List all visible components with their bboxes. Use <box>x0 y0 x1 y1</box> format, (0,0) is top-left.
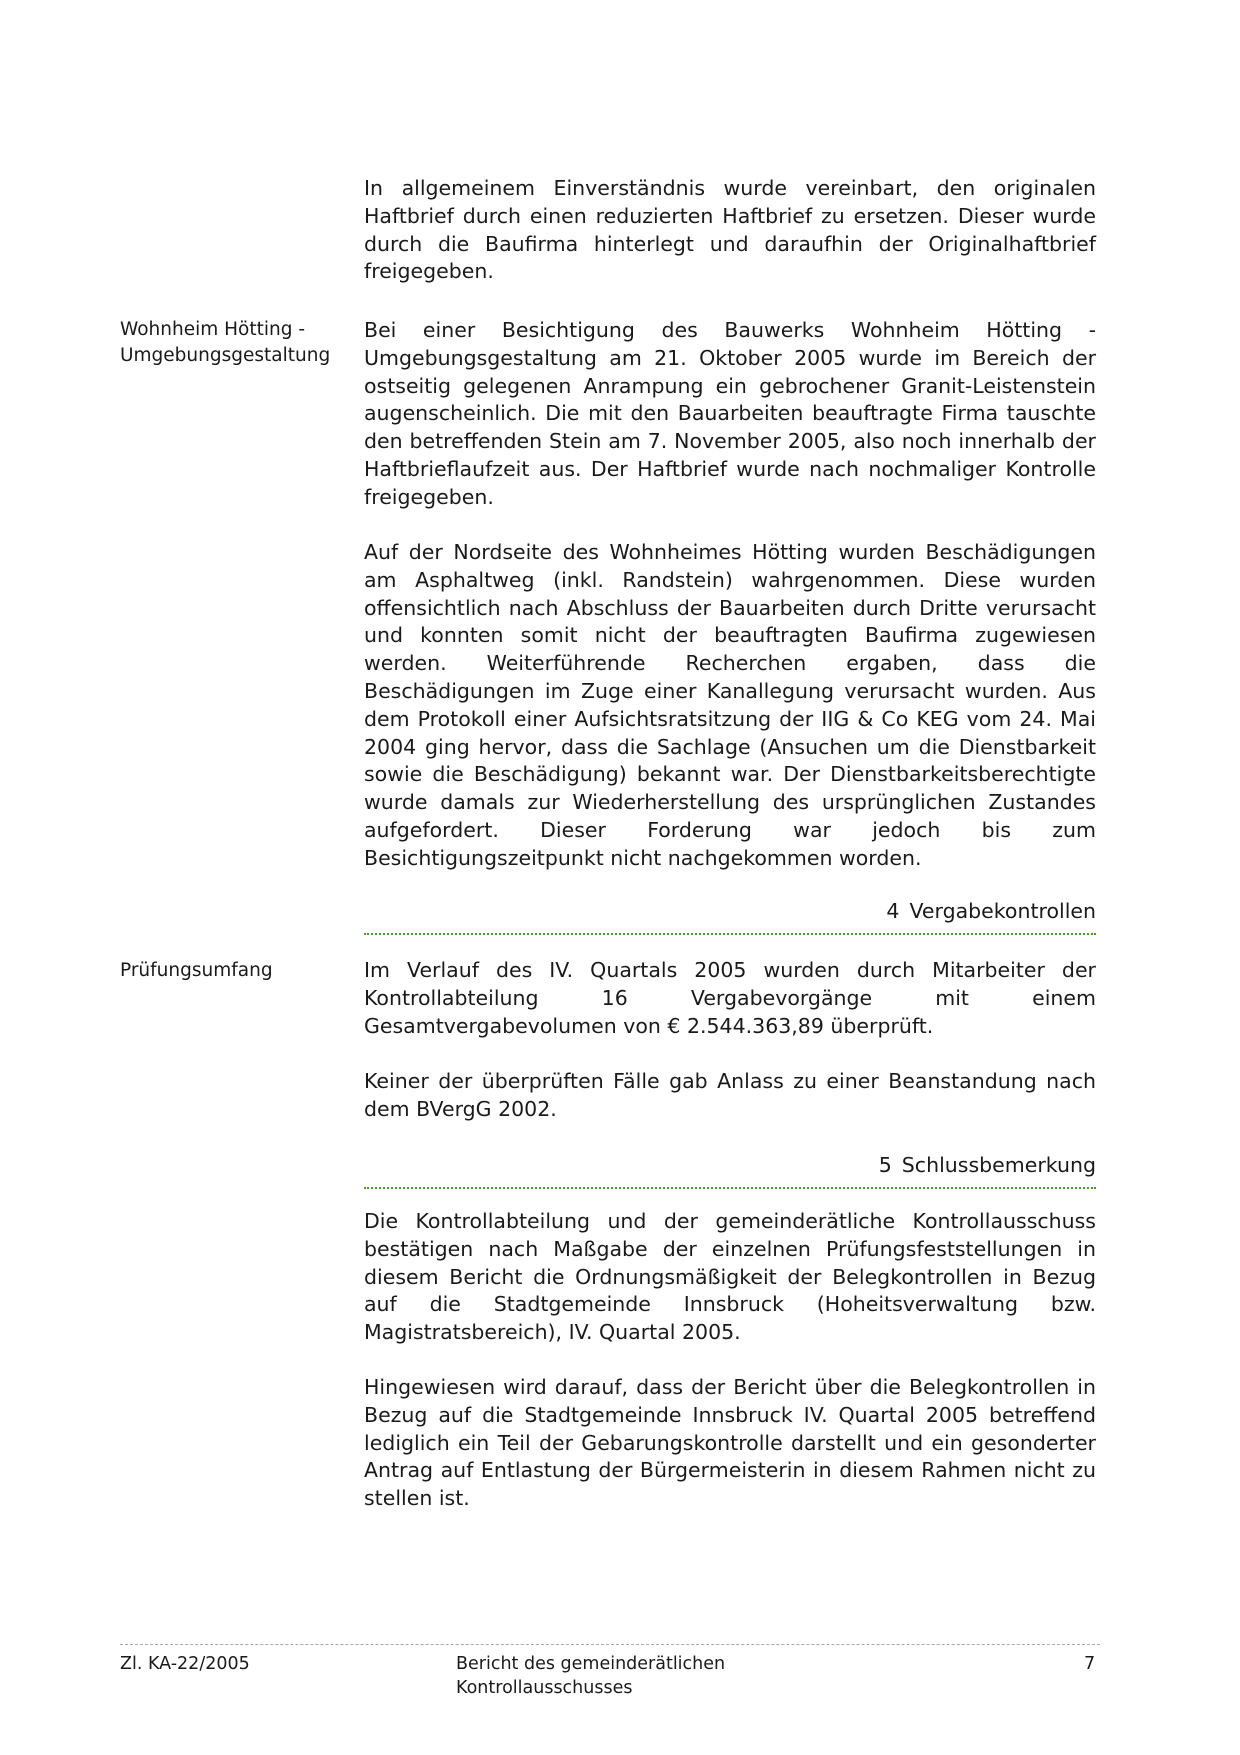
paragraph-text: Die Kontrollabteilung und der gemeinderätliche Kontrollausschuss bestätigen nach Maßgabe der einzelnen Prüfungsfeststellungen in diesem Bericht die Ordnungsmäßigkeit der Belegkontrollen in Bezug auf die Stadtgemeinde Innsbruck (Hoheitsverwaltung bzw. Magistratsbereich), IV. Quartal 2005. <box>364 1209 1096 1345</box>
paragraph-bestaetigung <box>364 1208 1096 1347</box>
footer-divider <box>120 1644 1100 1645</box>
paragraph-hinweis <box>364 1374 1096 1513</box>
paragraph-verlauf <box>364 957 1096 1040</box>
paragraph-text: In allgemeinem Einverständnis wurde vereinbart, den originalen Haftbrief durch einen reduzierten Haftbrief zu ersetzen. Dieser wurde durch die Baufirma hinterlegt und daraufhin der Originalhaftbrief freigegeben. <box>364 176 1096 284</box>
paragraph-text: Hingewiesen wird darauf, dass der Bericht über die Belegkontrollen in Bezug auf die Stadtgemeinde Innsbruck IV. Quartal 2005 betreffend lediglich ein Teil der Gebarungskontrolle darstellt und ein gesonderter Antrag auf Entlastung der Bürgermeisterin in diesem Rahmen nicht zu stellen ist. <box>364 1375 1096 1511</box>
section-title: Vergabekontrollen <box>909 899 1096 923</box>
side-label-line: Prüfungsumfang <box>120 960 273 981</box>
paragraph-besichtigung <box>364 317 1096 512</box>
side-label-pruefungsumfang <box>120 958 335 984</box>
side-label-line: Umgebungsgestaltung <box>120 345 331 366</box>
paragraph-text: Im Verlauf des IV. Quartals 2005 wurden durch Mitarbeiter der Kontrollabteilung 16 Vergabevorgänge mit einem Gesamtvergabevolumen von € 2.544.363,89 überprüft. <box>364 958 1096 1038</box>
paragraph-text: Bei einer Besichtigung des Bauwerks Wohnheim Hötting - Umgebungsgestaltung am 21. Oktober 2005 wurde im Bereich der ostseitig gelegenen Anrampung ein gebrochener Granit-Leistenstein augenscheinlich. Die mit den Bauarbeiten beauftragte Firma tauschte den betreffenden Stein am 7. November 2005, also noch innerhalb der Haftbrieflaufzeit aus. Der Haftbrief wurde nach nochmaliger Kontrolle freigegeben. <box>364 318 1096 509</box>
section-number: 4 <box>886 899 900 923</box>
page-number: 7 <box>1084 1654 1096 1674</box>
footer-reference: Zl. KA-22/2005 <box>120 1654 250 1674</box>
side-label-line: Wohnheim Hötting - <box>120 319 306 340</box>
section-title: Schlussbemerkung <box>901 1153 1096 1177</box>
paragraph-haftbrief <box>364 175 1096 286</box>
paragraph-beanstandung <box>364 1068 1096 1124</box>
side-label-wohnheim <box>120 317 335 369</box>
footer-title: Bericht des gemeinderätlichen Kontrollausschusses <box>456 1654 726 1698</box>
paragraph-nordseite <box>364 539 1096 873</box>
paragraph-text: Auf der Nordseite des Wohnheimes Hötting wurden Beschädigungen am Asphaltweg (inkl. Randstein) wahrgenommen. Diese wurden offensichtlich nach Abschluss der Bauarbeiten durch Dritte verursacht und konnten somit nicht der beauftragten Baufirma zugewiesen werden. Weiterführende Recherchen ergaben, dass die Beschädigungen im Zuge einer Kanallegung verursacht wurden. Aus dem Protokoll einer Aufsichtsratsitzung der IIG & Co KEG vom 24. Mai 2004 ging hervor, dass die Sachlage (Ansuchen um die Dienstbarkeit sowie die Beschädigung) bekannt war. Der Dienstbarkeitsberechtigte wurde damals zur Wiederherstellung des ursprünglichen Zustandes aufgefordert. Dieser Forderung war jedoch bis zum Besichtigungszeitpunkt nicht nachgekommen worden. <box>364 540 1096 870</box>
section-number: 5 <box>878 1153 892 1177</box>
paragraph-text: Keiner der überprüften Fälle gab Anlass zu einer Beanstandung nach dem BVergG 2002. <box>364 1069 1096 1121</box>
section-heading-schlussbemerkung <box>364 1152 1096 1189</box>
section-heading-vergabekontrollen <box>364 898 1096 935</box>
